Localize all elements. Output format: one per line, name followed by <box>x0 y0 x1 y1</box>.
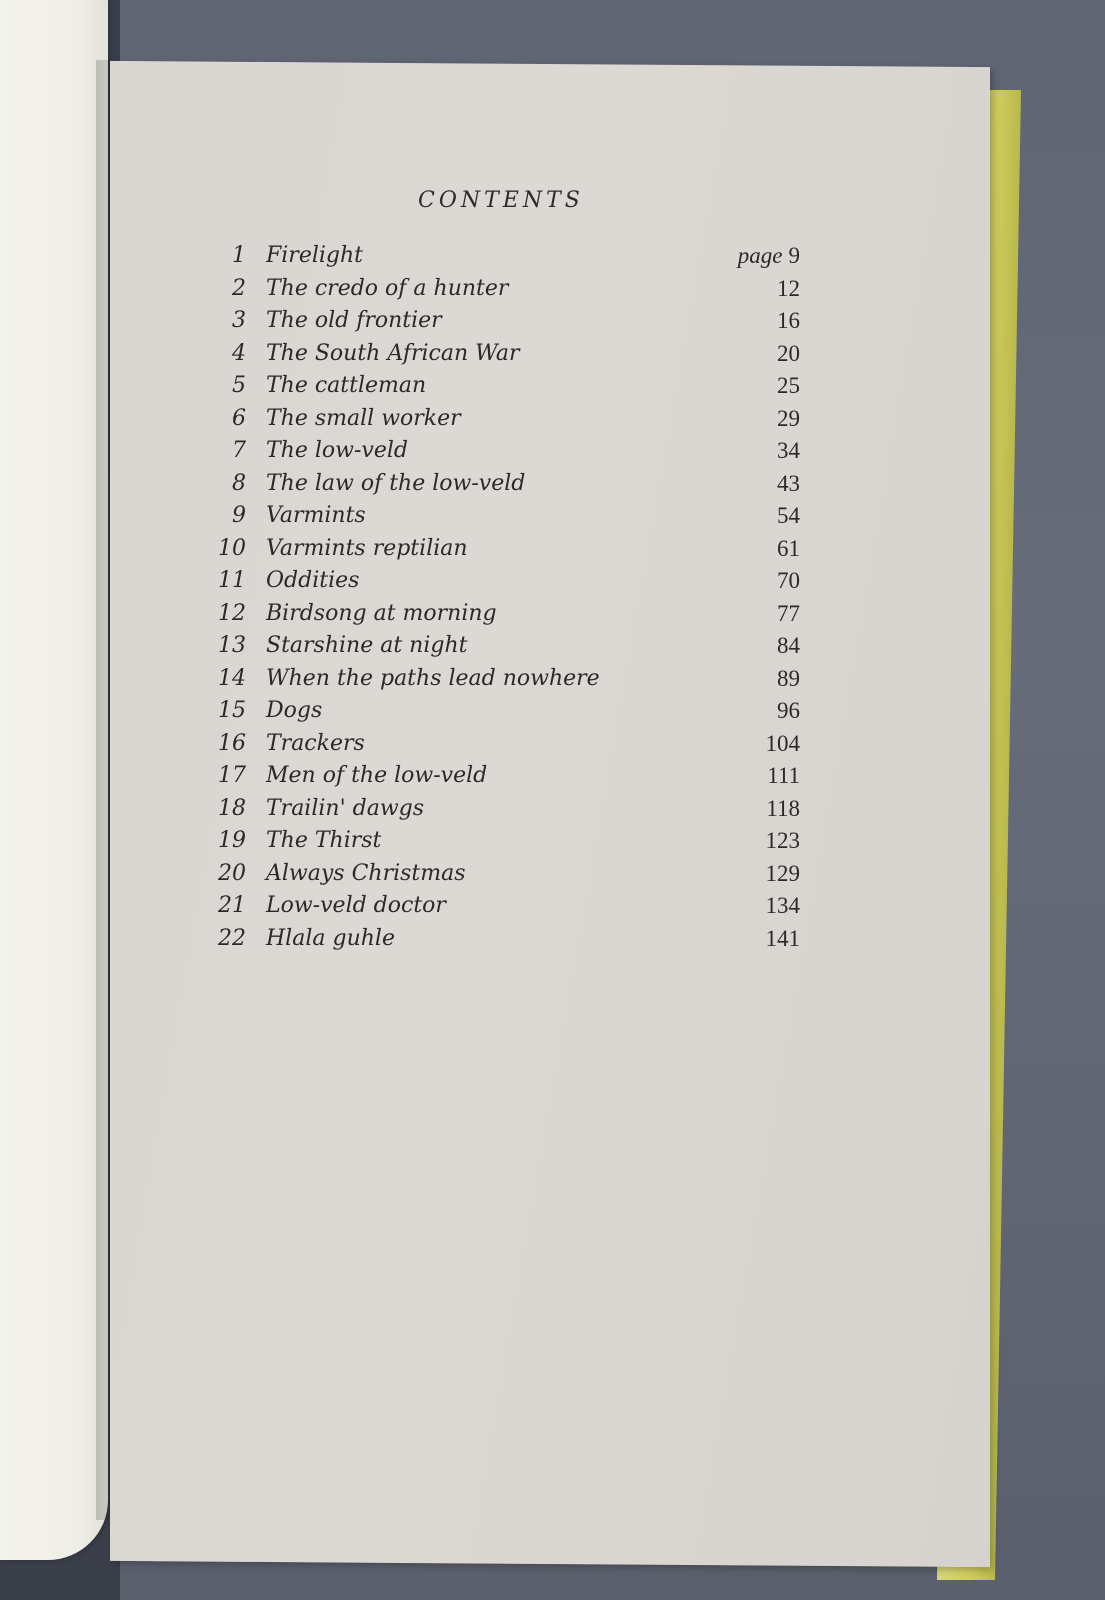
chapter-page <box>777 435 800 468</box>
page-number: 129 <box>765 860 800 886</box>
chapter-number: 11 <box>218 568 246 593</box>
toc-entry <box>210 468 800 501</box>
page-number: 61 <box>777 535 800 561</box>
page-number: 20 <box>777 340 800 366</box>
chapter-title: The law of the low-veld <box>266 470 526 496</box>
toc-entry <box>210 793 800 826</box>
page-number: 12 <box>777 275 800 301</box>
toc-entry <box>210 273 800 306</box>
chapter-page <box>766 728 801 761</box>
toc-entry <box>210 370 800 403</box>
toc-entry <box>210 435 800 468</box>
toc-entry <box>210 923 800 956</box>
chapter-page <box>777 663 800 696</box>
chapter-number: 15 <box>218 698 246 723</box>
page-number: 77 <box>777 600 800 626</box>
chapter-title: Starshine at night <box>266 633 468 658</box>
toc-entry <box>210 305 800 338</box>
chapter-number: 7 <box>232 438 246 463</box>
chapter-title: Varmints reptilian <box>266 535 468 561</box>
chapter-title: The cattleman <box>266 373 427 398</box>
chapter-page <box>777 370 800 403</box>
page-number: 84 <box>777 633 800 658</box>
page-number: 34 <box>777 438 800 463</box>
chapter-title: Trailin' dawgs <box>266 795 425 821</box>
chapter-page <box>766 793 800 826</box>
chapter-page <box>777 598 800 631</box>
chapter-page <box>777 338 800 371</box>
chapter-title: The old frontier <box>266 308 442 333</box>
chapter-number: 18 <box>218 795 246 821</box>
chapter-number: 16 <box>218 730 246 756</box>
chapter-title: The small worker <box>266 405 461 431</box>
toc-entry <box>210 403 800 436</box>
chapter-page <box>777 468 800 501</box>
chapter-page <box>777 305 800 338</box>
toc-entry <box>210 825 800 858</box>
chapter-page <box>777 500 800 533</box>
chapter-title: The South African War <box>266 340 520 366</box>
chapter-page <box>777 565 800 598</box>
chapter-title: Dogs <box>266 698 323 723</box>
page-number: 89 <box>777 665 800 691</box>
page-number: 141 <box>765 925 800 951</box>
page-number: 96 <box>777 698 800 723</box>
chapter-number: 21 <box>218 893 246 918</box>
chapter-page <box>766 858 801 891</box>
toc-entry <box>210 760 800 793</box>
page-number: 118 <box>766 795 800 821</box>
chapter-number: 9 <box>232 503 246 528</box>
chapter-title: Birdsong at morning <box>266 600 497 626</box>
toc-entry <box>210 858 800 891</box>
toc-entry <box>210 890 800 923</box>
chapter-number: 8 <box>232 470 246 496</box>
chapter-number: 12 <box>218 600 246 626</box>
chapter-title: Trackers <box>266 730 365 756</box>
page-number: 43 <box>777 470 800 496</box>
chapter-page <box>777 630 800 663</box>
chapter-page <box>766 923 801 956</box>
chapter-title: The Thirst <box>266 828 382 853</box>
toc-entry <box>210 630 800 663</box>
chapter-page <box>767 760 800 793</box>
chapter-page <box>777 273 800 306</box>
toc-entry <box>210 500 800 533</box>
chapter-title: When the paths lead nowhere <box>266 665 600 691</box>
chapter-title: Men of the low-veld <box>266 763 488 788</box>
chapter-title: Always Christmas <box>266 860 466 886</box>
chapter-title: Oddities <box>266 568 360 593</box>
chapter-title: Low-veld doctor <box>266 893 446 918</box>
chapter-page <box>777 403 800 436</box>
page-number: 134 <box>765 893 800 918</box>
chapter-number: 20 <box>218 860 246 886</box>
chapter-page <box>766 825 801 858</box>
page-word: page <box>737 243 783 268</box>
chapter-number: 14 <box>218 665 246 691</box>
page-number: 29 <box>777 405 800 431</box>
page-number: 54 <box>777 503 800 528</box>
toc-entry <box>210 533 800 566</box>
chapter-number: 22 <box>218 925 246 951</box>
chapter-title: The low-veld <box>266 438 408 463</box>
chapter-page <box>777 533 800 566</box>
chapter-number: 3 <box>232 308 246 333</box>
chapter-title: Firelight <box>266 243 364 268</box>
page-number: 25 <box>777 373 800 398</box>
chapter-number: 6 <box>232 405 246 431</box>
chapter-page <box>777 695 800 728</box>
contents-heading: CONTENTS <box>418 188 584 213</box>
chapter-title: Varmints <box>266 503 366 528</box>
left-page <box>0 0 108 1560</box>
page-number: 111 <box>767 763 800 788</box>
chapter-title: Hlala guhle <box>266 925 395 951</box>
page-number: 70 <box>777 568 800 593</box>
chapter-number: 4 <box>232 340 246 366</box>
chapter-page <box>766 890 801 923</box>
page-number: 123 <box>765 828 800 853</box>
chapter-number: 2 <box>232 275 246 301</box>
page-number: 9 <box>788 243 800 268</box>
chapter-number: 17 <box>218 763 246 788</box>
chapter-number: 5 <box>232 373 246 398</box>
toc-entry <box>210 338 800 371</box>
page-number: 16 <box>777 308 800 333</box>
toc-entry <box>210 663 800 696</box>
chapter-page <box>738 240 800 273</box>
page-number: 104 <box>765 730 800 756</box>
toc-entry <box>210 728 800 761</box>
chapter-title: The credo of a hunter <box>266 275 509 301</box>
chapter-number: 10 <box>218 535 246 561</box>
chapter-number: 13 <box>218 633 246 658</box>
toc-list <box>210 240 800 955</box>
chapter-number: 19 <box>218 828 246 853</box>
toc-entry <box>210 565 800 598</box>
toc-entry <box>210 240 800 273</box>
chapter-number: 1 <box>232 243 246 268</box>
toc-entry <box>210 598 800 631</box>
toc-entry <box>210 695 800 728</box>
